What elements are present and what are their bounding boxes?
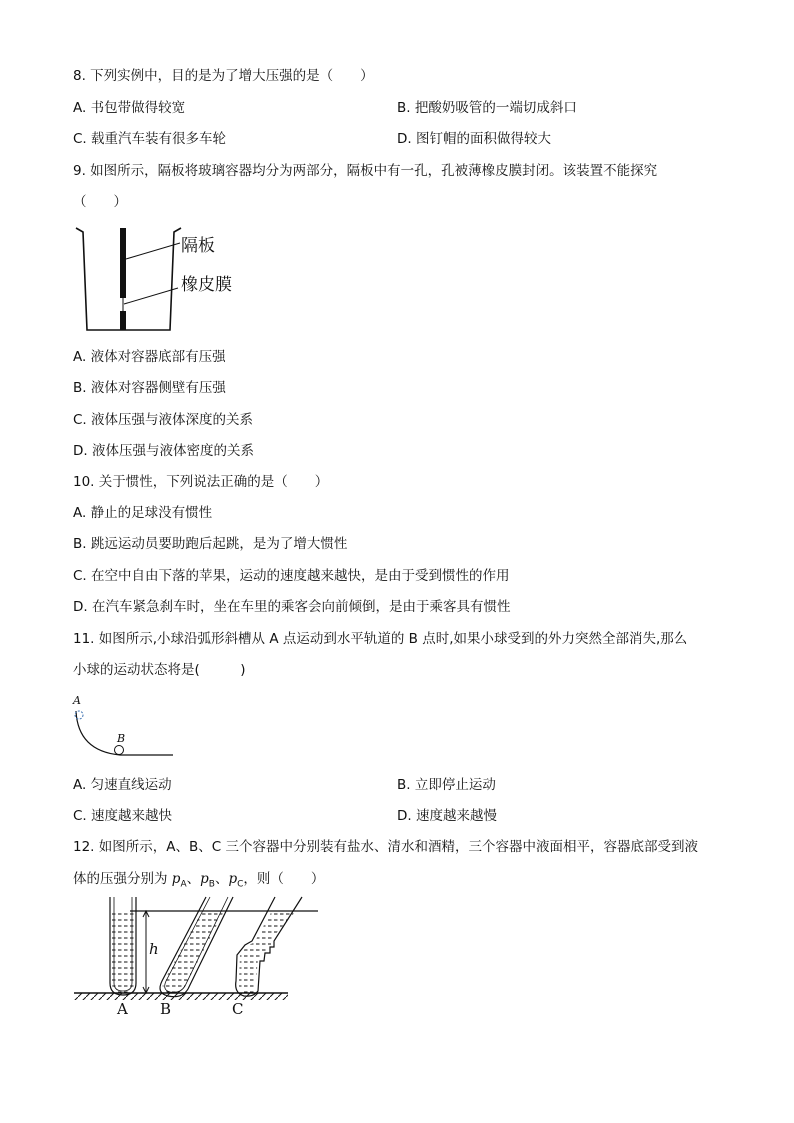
membrane-label: 橡皮膜 [181, 275, 232, 295]
q11-stem-line2: 小球的运动状态将是( ) [73, 662, 246, 678]
q12-stem-suffix: ，则（ ） [243, 871, 325, 887]
q9-stem-line1: 9. 如图所示，隔板将玻璃容器均分为两部分，隔板中有一孔，孔被薄橡皮膜封闭。该装置不能探究 [73, 163, 658, 179]
partition-label: 隔板 [181, 236, 215, 256]
q8-stem: 8. 下列实例中，目的是为了增大压强的是（ ） [73, 68, 374, 84]
q12-stem-prefix: 体的压强分别为 [73, 871, 172, 887]
q9-option-b[interactable]: B. 液体对容器侧壁有压强 [73, 380, 226, 396]
pressure-symbol-c: p [228, 871, 238, 887]
point-a-label: A [73, 694, 81, 707]
container-a-label: A [117, 1000, 128, 1018]
q9-stem-line2: （ ） [73, 194, 127, 210]
q12-stem-line1: 12. 如图所示，A、B、C 三个容器中分别装有盐水、清水和酒精，三个容器中液面相平，容器底部受到液 [73, 839, 698, 855]
q9-option-d[interactable]: D. 液体压强与液体密度的关系 [73, 443, 254, 459]
q10-option-a[interactable]: A. 静止的足球没有惯性 [73, 505, 213, 521]
q8-option-d[interactable]: D. 图钉帽的面积做得较大 [397, 131, 551, 147]
height-label: h [149, 940, 159, 958]
q11-option-a[interactable]: A. 匀速直线运动 [73, 777, 172, 793]
point-b-label: B [117, 732, 126, 745]
partition-leader-line [126, 243, 180, 259]
q12-containers-figure [70, 893, 330, 1005]
q11-option-d[interactable]: D. 速度越来越慢 [397, 808, 497, 824]
subscript-c: C [237, 879, 244, 890]
pressure-symbol-a: p [171, 871, 181, 887]
q10-option-b[interactable]: B. 跳远运动员要助跑后起跳，是为了增大惯性 [73, 536, 348, 552]
q11-option-b[interactable]: B. 立即停止运动 [397, 777, 496, 793]
separator-1: 、 [186, 871, 201, 887]
q10-option-c[interactable]: C. 在空中自由下落的苹果，运动的速度越来越快，是由于受到惯性的作用 [73, 568, 510, 584]
q11-track-figure [70, 695, 180, 759]
subscript-a: A [180, 879, 187, 890]
partition-upper [120, 228, 126, 298]
q11-stem-line1: 11. 如图所示,小球沿弧形斜槽从 A 点运动到水平轨道的 B 点时,如果小球受到的外力突然全部消失,那么 [73, 631, 688, 647]
q9-option-a[interactable]: A. 液体对容器底部有压强 [73, 349, 226, 365]
container-b-label: B [160, 1000, 172, 1018]
q8-option-a[interactable]: A. 书包带做得较宽 [73, 100, 186, 116]
q10-stem: 10. 关于惯性，下列说法正确的是（ ） [73, 474, 329, 490]
q11-option-c[interactable]: C. 速度越来越快 [73, 808, 173, 824]
separator-2: 、 [214, 871, 229, 887]
q12-stem-line2 [73, 870, 324, 894]
ground-hatch [74, 993, 288, 1000]
container-c-liquid [234, 911, 300, 997]
container-c-label: C [232, 1000, 244, 1018]
partition-lower [120, 311, 126, 330]
q10-option-d[interactable]: D. 在汽车紧急刹车时，坐在车里的乘客会向前倾倒，是由于乘客具有惯性 [73, 599, 511, 615]
q9-option-c[interactable]: C. 液体压强与液体深度的关系 [73, 412, 254, 428]
pressure-symbol-b: p [200, 871, 209, 887]
membrane-leader-line [124, 288, 178, 304]
ball-at-b [115, 746, 124, 755]
subscript-b: B [208, 879, 215, 890]
q8-option-b[interactable]: B. 把酸奶吸管的一端切成斜口 [397, 100, 577, 116]
q8-option-c[interactable]: C. 载重汽车装有很多车轮 [73, 131, 227, 147]
glass-container [76, 228, 181, 330]
